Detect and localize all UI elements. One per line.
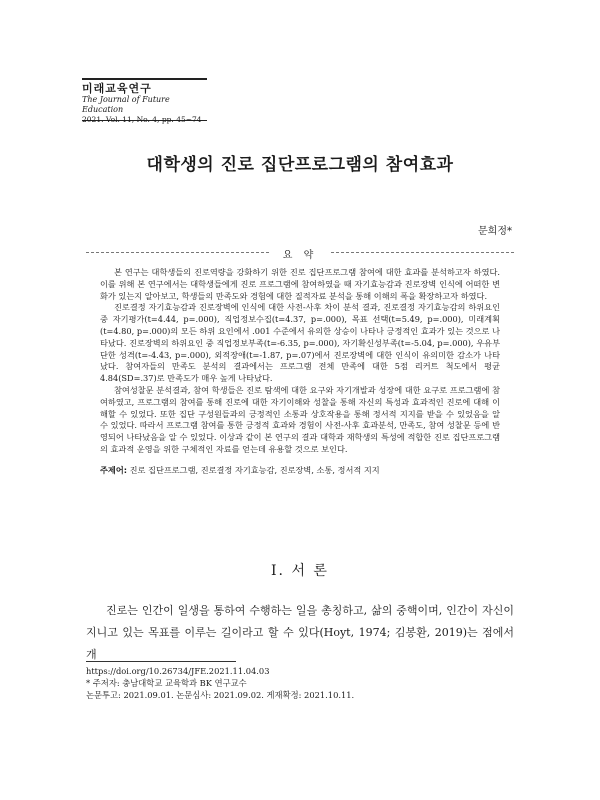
author-note: * 주저자: 충남대학교 교육학과 BK 연구교수 (86, 678, 247, 688)
abstract-heading-text: 요 약 (271, 250, 330, 261)
section-heading: Ⅰ. 서 론 (271, 563, 329, 579)
keywords-list: 진로 집단프로그램, 진로결정 자기효능감, 진로장벽, 소통, 정서적 지지 (129, 464, 380, 475)
paper-title: 대학생의 진로 집단프로그램의 참여효과 (146, 155, 454, 175)
journal-name-korean: 미래교육연구 (82, 82, 152, 95)
journal-volume: 2021. Vol. 11, No. 4, pp. 45~74 (82, 115, 202, 124)
abstract-paragraph: 참여성찰문 분석결과, 참여 학생들은 진로 탐색에 대한 요구와 자기개발과 성장에 대한 요구로 프로그램에 참여하였고, 프로그램의 참여를 통해 진로에 대한 자기이해와 성찰을 통해 자신의 특성과 효과적인 진로에 대해 이해할 수 있었다. 또한 집단 구성원들과의 긍정적인 소통과 상호작용을 통해 정서적 지지를 받을 수 있었음을 알 수 있었다. 따라서 프로그램 참여를 통한 긍정적 효과와 경험이 사전-사후 효과분석, 만족도, 참여 성찰문 등에 반영되어 나타났음을 알 수 있었다. 이상과 같이 본 연구의 결과 대학과 재학생의 특성에 적합한 진로 집단프로그램의 효과적 운영을 위한 구체적인 자료를 얻는데 유용할 것으로 보인다. (100, 384, 500, 454)
doi-link[interactable]: https://doi.org/10.26734/JFE.2021.11.04.03 (86, 666, 270, 676)
body-text (86, 600, 514, 666)
abstract (100, 267, 500, 477)
journal-header (82, 78, 207, 124)
abstract-paragraph: 진로결정 자기효능감과 진로장벽에 인식에 대한 사전-사후 차이 분석 결과, 진로결정 자기효능감의 하위요인 중 자기평가(t=4.44, p=.000), 직업정보수집(t=4.37, p=.000), 목표 선택(t=5.49, p=.000), 미래계획(t=4.80, p=.000)의 모든 하위 요인에서 .001 수준에서 유의한 상승이 나타나 긍정적인 효과가 있는 것으로 나타났다. 진로장벽의 하위요인 중 직업정보부족(t=-6.35, p=.000), 자기확신성부족(t=-5.04, p=.000), 우유부단한 성격(t=-4.43, p=.000), 외적장애(t=-1.87, p=.07)에서 진로장벽에 대한 인식이 유의미한 감소가 나타났다. 참여자들의 만족도 분석의 결과에서는 프로그램 전체 만족에 대한 5점 리커트 척도에서 평균 4.84(SD=.37)로 만족도가 매우 높게 나타났다. (100, 302, 500, 384)
abstract-paragraph: 본 연구는 대학생들의 진로역량을 강화하기 위한 진로 집단프로그램 참여에 대한 효과를 분석하고자 하였다. 이를 위해 본 연구에서는 대학생들에게 진로 프로그램에 참여하였을 때 자기효능감과 진로장벽 인식에 어떠한 변화가 있는지 알아보고, 학생들의 만족도와 경험에 대한 질적자료 분석을 통해 이해의 폭을 확장하고자 하였다. (100, 267, 500, 301)
body-paragraph: 진로는 인간이 일생을 통하여 수행하는 일을 총칭하고, 삶의 중핵이며, 인간이 자신이 지니고 있는 목표를 이루는 길이라고 할 수 있다(Hoyt, 1974; 김봉환, 2019)는 점에서 개 (86, 604, 514, 661)
abstract-heading (0, 246, 600, 261)
submission-dates: 논문투고: 2021.09.01. 논문심사: 2021.09.02. 게재확정: 2021.10.11. (86, 690, 355, 700)
journal-name-english: The Journal of Future Education (82, 95, 170, 114)
footnotes (86, 665, 514, 701)
footnote-divider (86, 661, 236, 662)
keywords-label: 주제어: (100, 464, 128, 475)
keywords (100, 465, 500, 477)
author-name: 문희정* (478, 226, 512, 237)
